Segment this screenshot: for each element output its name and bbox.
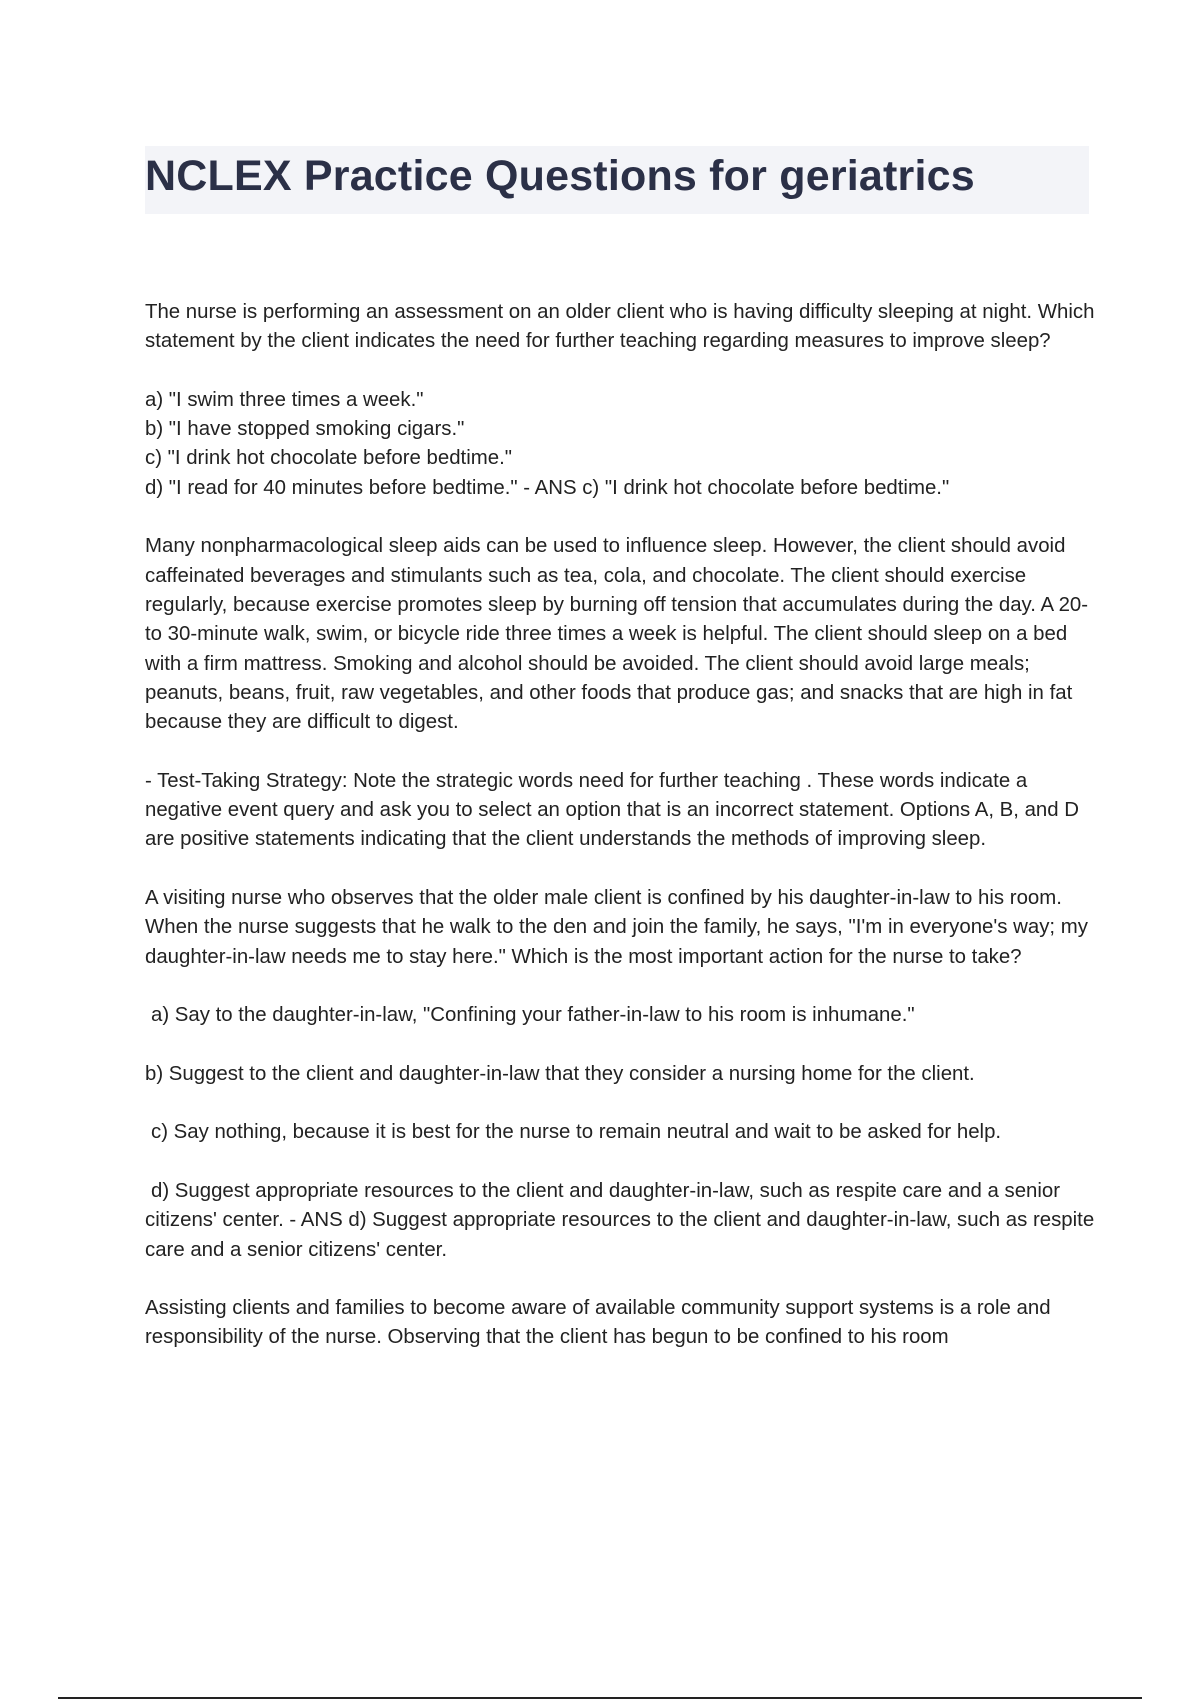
question-1-stem: The nurse is performing an assessment on an older client who is having difficulty sleeping at night. Which statement by the client indicates the need for further teaching regarding measures to improve sleep? (145, 301, 1095, 353)
title-banner (145, 146, 1089, 214)
question-1-rationale: Many nonpharmacological sleep aids can be used to influence sleep. However, the client should avoid caffeinated beverages and stimulants such as tea, cola, and chocolate. The client should exercise regularly, because exercise promotes sleep by burning off tension that accumulates during the day. A 20-to 30-minute walk, swim, or bicycle ride three times a week is helpful. The client should sleep on a bed with a firm mattress. Smoking and alcohol should be avoided. The client should avoid large meals; peanuts, beans, fruit, raw vegetables, and other foods that produce gas; and snacks that are high in fat because they are difficult to digest. (145, 535, 1089, 734)
question-1-strategy: - Test-Taking Strategy: Note the strategic words need for further teaching . These words indicate a negative event query and ask you to select an option that is an incorrect statement. Options A, B, and D are positive statements indicating that the client understands the methods of improving sleep. (145, 769, 1079, 851)
question-2-option-b: b) Suggest to the client and daughter-in-law that they consider a nursing home for the client. (145, 1062, 975, 1085)
question-2-option-c: c) Say nothing, because it is best for the nurse to remain neutral and wait to be asked for help. (151, 1121, 1002, 1144)
question-1-option-a: a) "I swim three times a week." (145, 388, 424, 411)
question-2-stem: A visiting nurse who observes that the older male client is confined by his daughter-in-law to his room. When the nurse suggests that he walk to the den and join the family, he says, "I'm in everyone's way; my daughter-in-law needs me to stay here." Which is the most important action for the nurse to take? (145, 886, 1088, 968)
question-2-option-a: a) Say to the daughter-in-law, "Confining your father-in-law to his room is inhumane." (151, 1004, 915, 1027)
question-1-option-b: b) "I have stopped smoking cigars." (145, 418, 465, 441)
footer-divider (58, 1697, 1142, 1699)
document-body (145, 298, 1095, 1353)
question-2-option-d-answer: d) Suggest appropriate resources to the client and daughter-in-law, such as respite care and a senior citizens' center. - ANS d) Suggest appropriate resources to the client and daughter-in-law, such as respite care and a senior citizens' center. (145, 1179, 1095, 1261)
page-title: NCLEX Practice Questions for geriatrics (145, 152, 975, 200)
question-1-option-c: c) "I drink hot chocolate before bedtime." (145, 447, 512, 470)
question-2-rationale: Assisting clients and families to become aware of available community support systems is a role and responsibility of the nurse. Observing that the client has begun to be confined to his room (145, 1297, 1051, 1349)
question-1-option-d-answer: d) "I read for 40 minutes before bedtime." - ANS c) "I drink hot chocolate before bedtime." (145, 476, 950, 499)
question-1-options (145, 386, 1095, 503)
